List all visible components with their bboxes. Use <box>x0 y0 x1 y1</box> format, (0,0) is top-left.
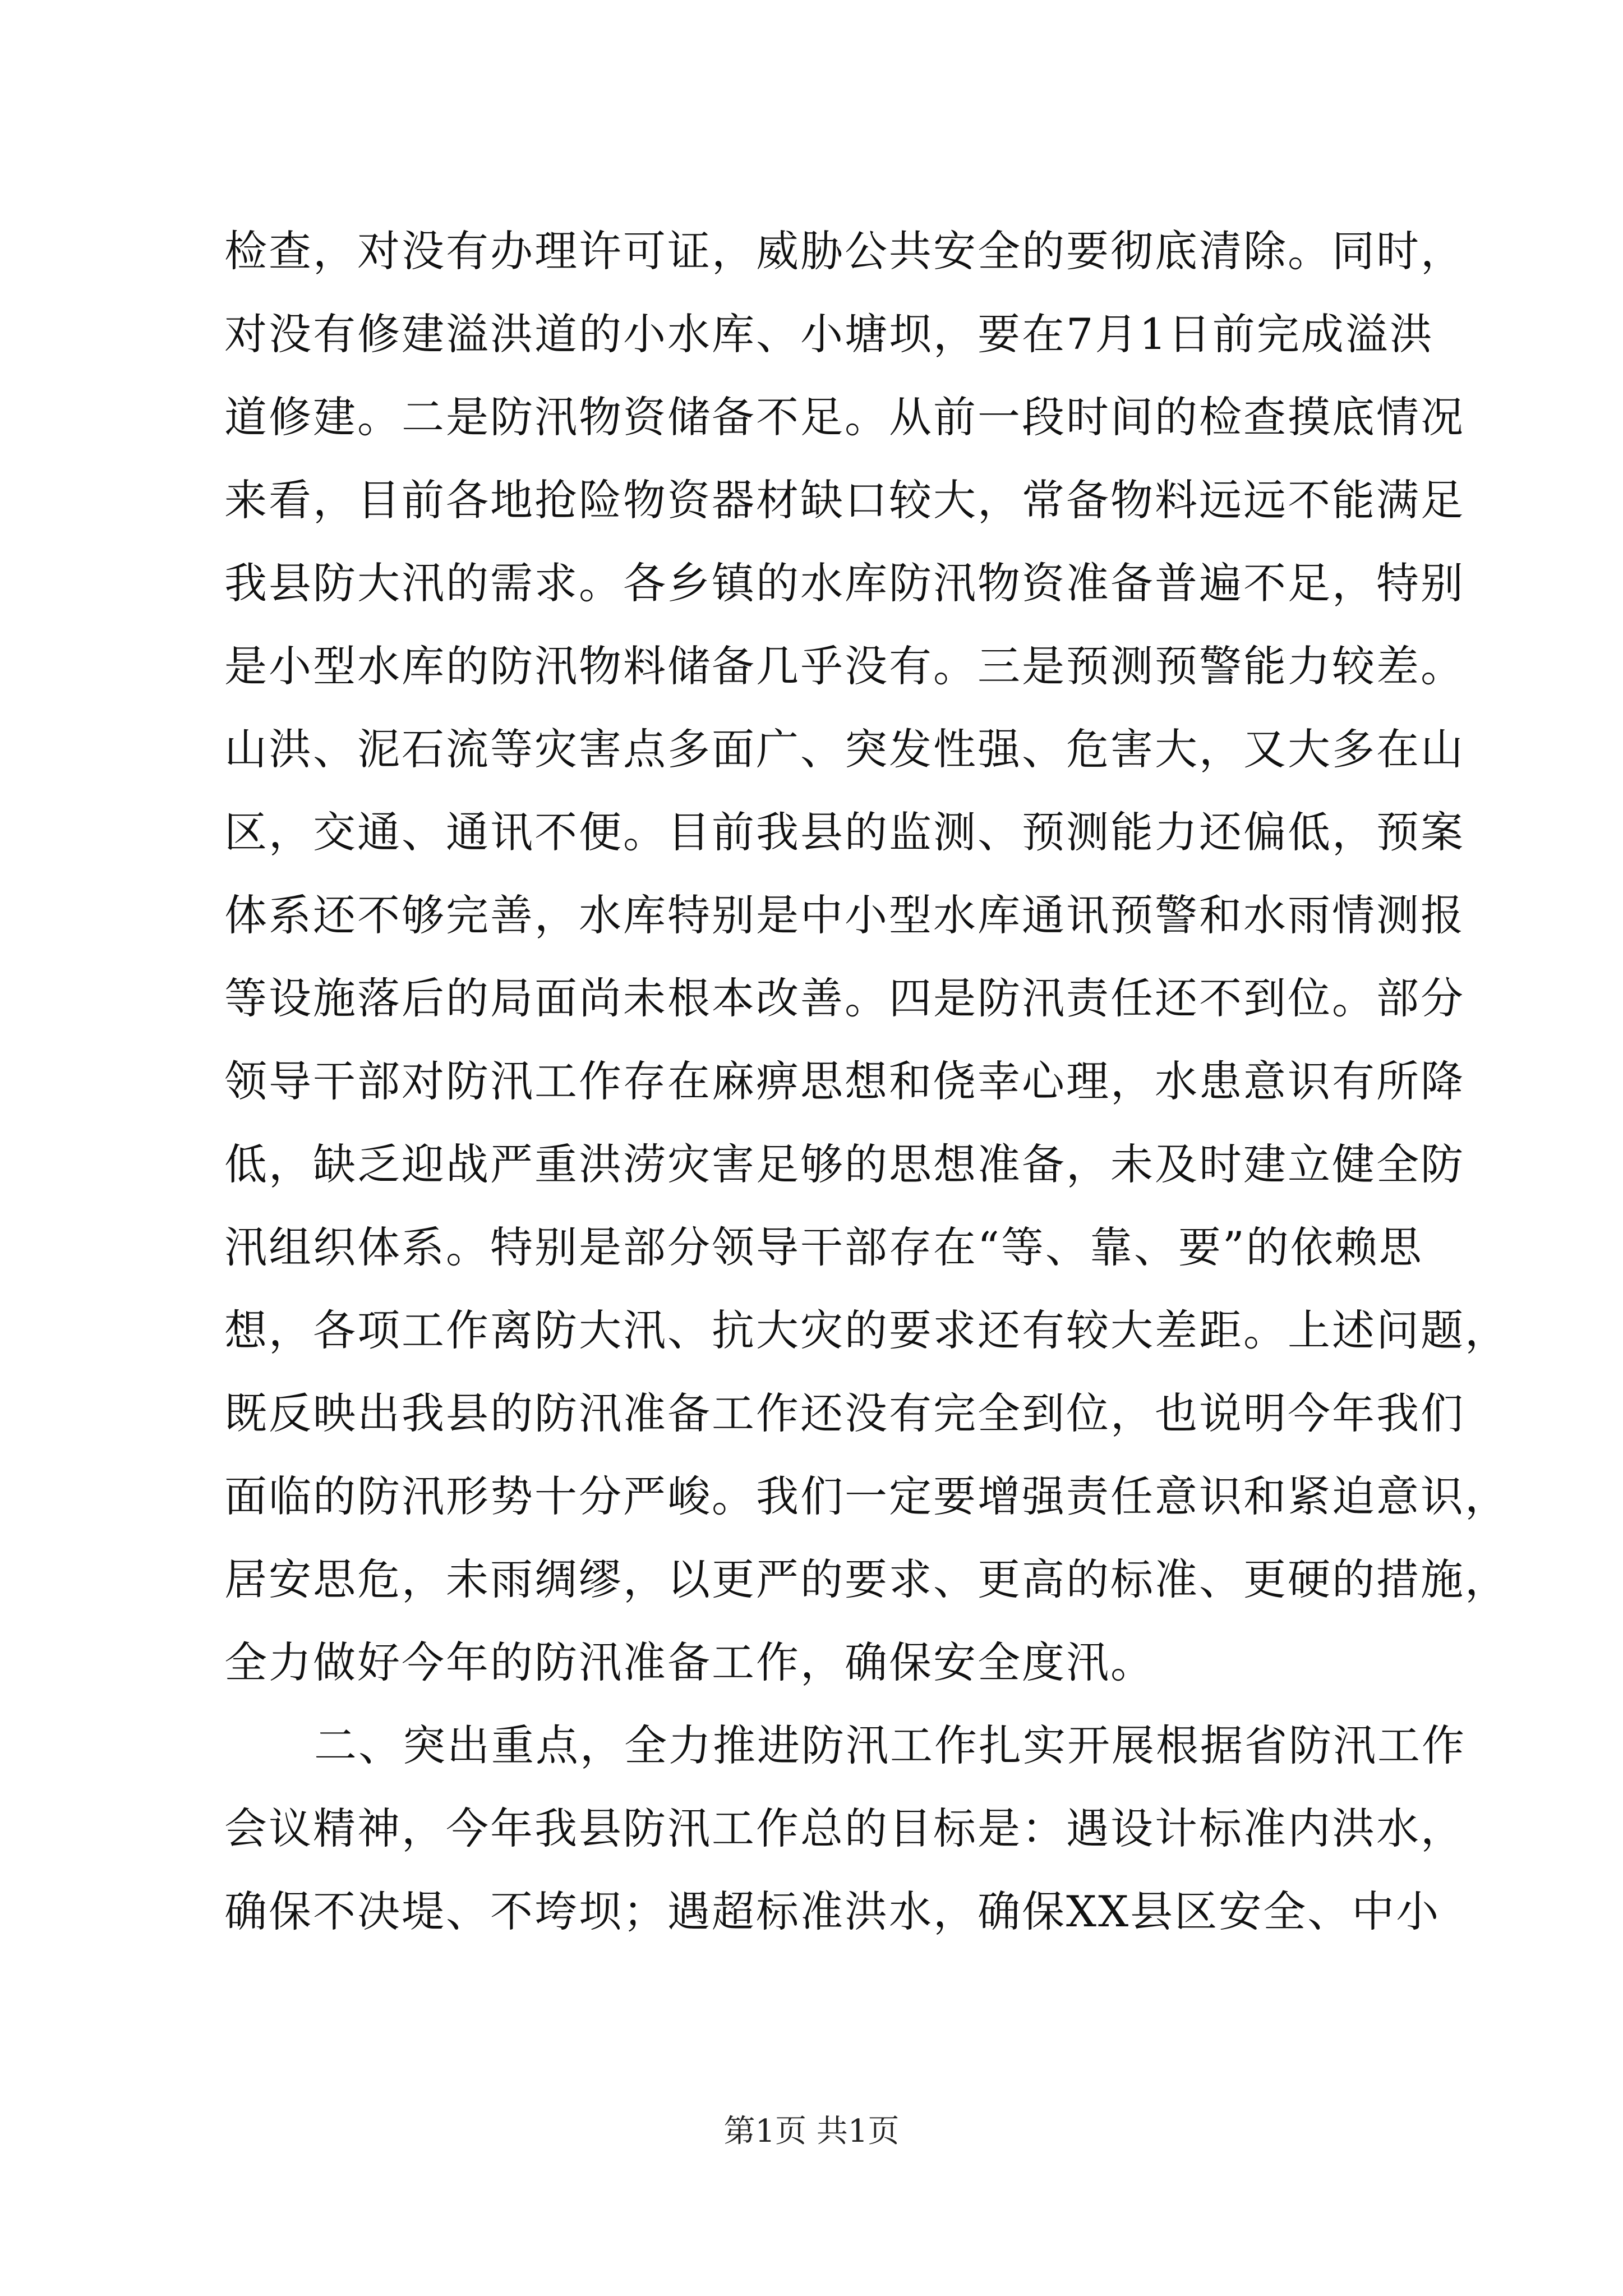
body-text <box>224 210 1509 1953</box>
text-line: 汛组织体系。特别是部分领导干部存在“等、靠、要”的依赖思 <box>224 1222 1423 1272</box>
text-line: 会议精神，今年我县防汛工作总的目标是：遇设计标准内洪水， <box>224 1803 1465 1853</box>
text-line: 等设施落后的局面尚未根本改善。四是防汛责任还不到位。部分 <box>224 973 1465 1023</box>
text-line: 面临的防汛形势十分严峻。我们一定要增强责任意识和紧迫意识， <box>224 1471 1509 1521</box>
text-line: 二、突出重点，全力推进防汛工作扎实开展根据省防汛工作 <box>314 1720 1466 1770</box>
text-line: 道修建。二是防汛物资储备不足。从前一段时间的检查摸底情况 <box>224 392 1465 442</box>
text-line: 体系还不够完善，水库特别是中小型水库通讯预警和水雨情测报 <box>224 890 1465 940</box>
text-line: 对没有修建溢洪道的小水库、小塘坝，要在7月1日前完成溢洪 <box>224 309 1434 359</box>
text-line: 检查，对没有办理许可证，威胁公共安全的要彻底清除。同时， <box>224 226 1465 276</box>
text-line: 居安思危，未雨绸缪，以更严的要求、更高的标准、更硬的措施， <box>224 1554 1509 1604</box>
text-line: 全力做好今年的防汛准备工作，确保安全度汛。 <box>224 1637 1155 1687</box>
text-line: 确保不决堤、不垮坝；遇超标准洪水，确保XX县区安全、中小 <box>224 1887 1441 1936</box>
text-line: 领导干部对防汛工作存在麻痹思想和侥幸心理，水患意识有所降 <box>224 1056 1465 1106</box>
text-line: 山洪、泥石流等灾害点多面广、突发性强、危害大，又大多在山 <box>224 724 1465 774</box>
text-line: 既反映出我县的防汛准备工作还没有完全到位，也说明今年我们 <box>224 1388 1465 1438</box>
text-line: 想，各项工作离防大汛、抗大灾的要求还有较大差距。上述问题， <box>224 1305 1509 1355</box>
text-line: 低，缺乏迎战严重洪涝灾害足够的思想准备，未及时建立健全防 <box>224 1139 1465 1189</box>
text-line: 区，交通、通讯不便。目前我县的监测、预测能力还偏低，预案 <box>224 807 1465 857</box>
text-line: 我县防大汛的需求。各乡镇的水库防汛物资准备普遍不足，特别 <box>224 558 1465 608</box>
page-footer: 第1页 共1页 <box>723 2113 900 2150</box>
text-line: 是小型水库的防汛物料储备几乎没有。三是预测预警能力较差。 <box>224 641 1465 691</box>
text-line: 来看，目前各地抢险物资器材缺口较大，常备物料远远不能满足 <box>224 475 1465 525</box>
